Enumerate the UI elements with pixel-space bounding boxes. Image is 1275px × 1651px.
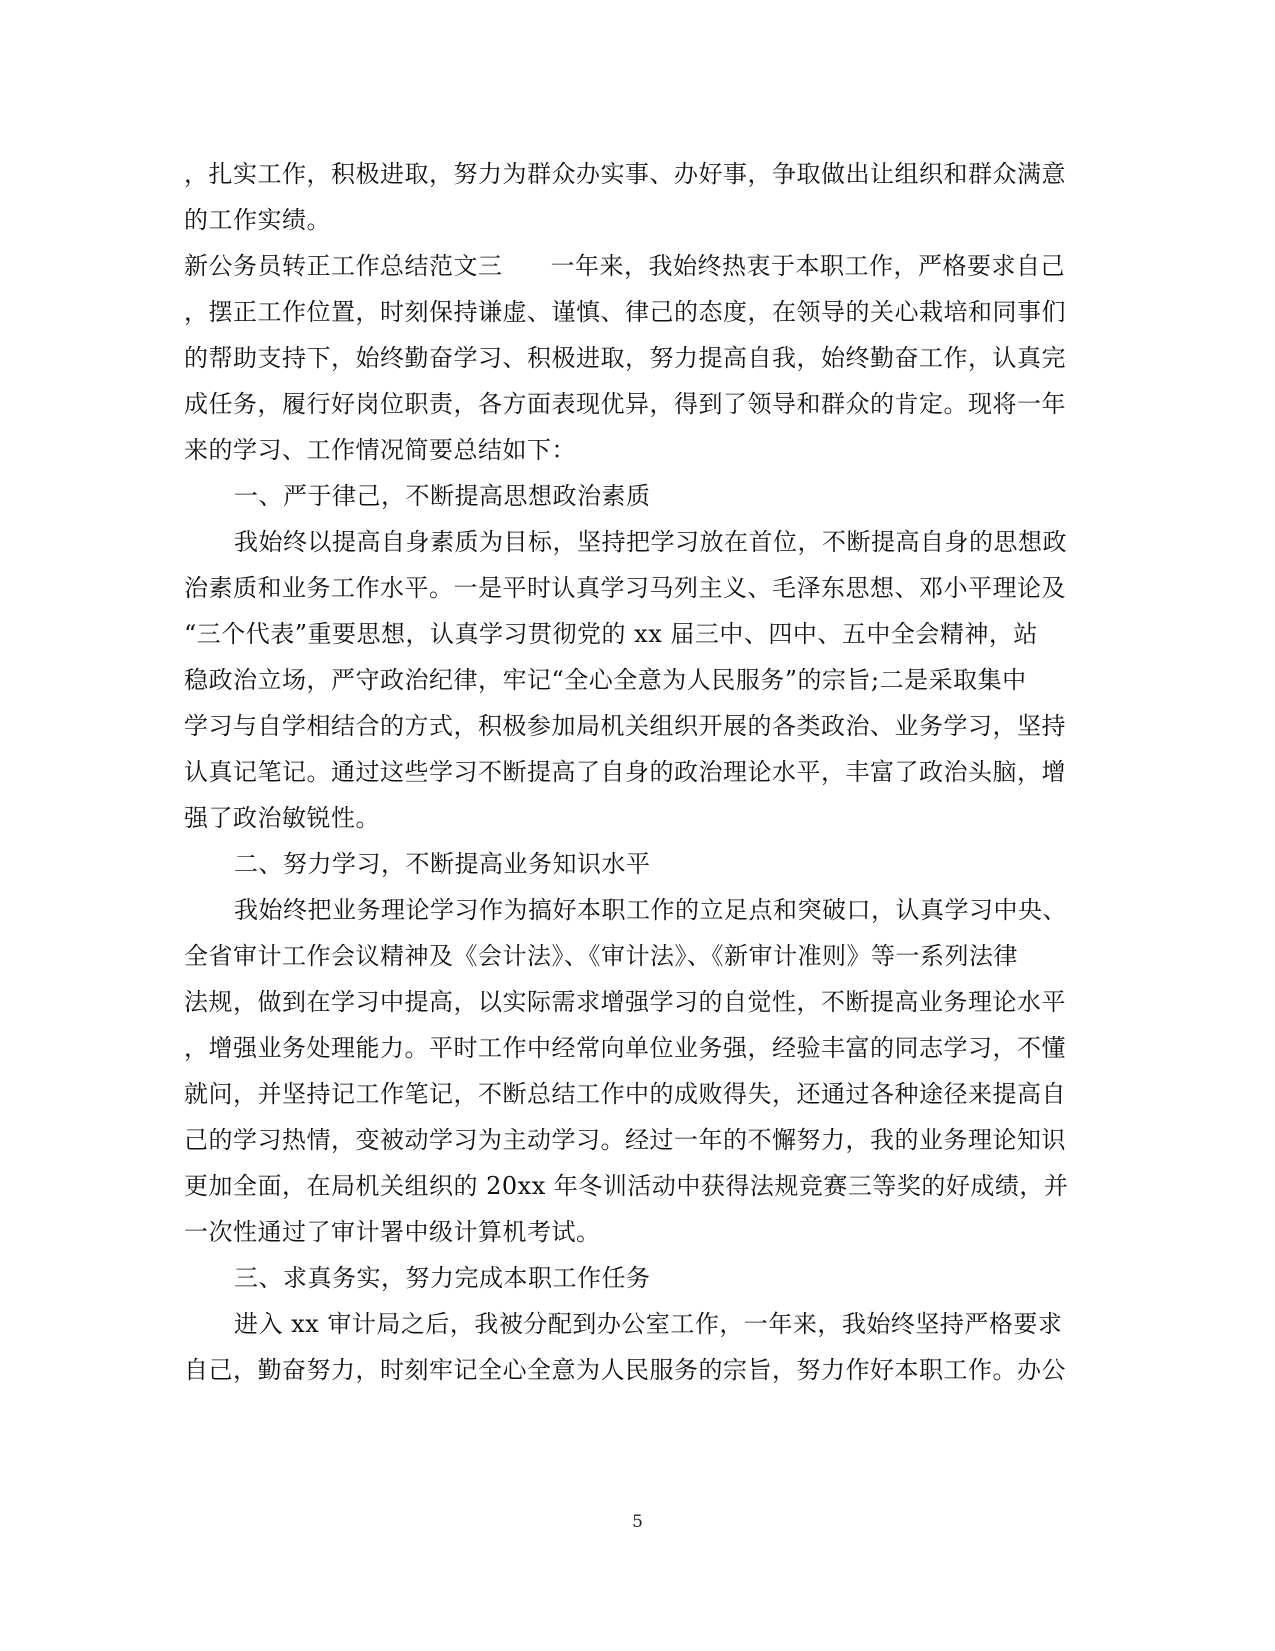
section-heading: 二、努力学习，不断提高业务知识水平 xyxy=(234,850,651,878)
text-line: 自己，勤奋努力，时刻牢记全心全意为人民服务的宗旨，努力作好本职工作。办公 xyxy=(184,1356,1066,1384)
text-line: 学习与自学相结合的方式，积极参加局机关组织开展的各类政治、业务学习，坚持 xyxy=(184,712,1066,740)
text-line: 的工作实绩。 xyxy=(184,206,331,234)
text-line: 全省审计工作会议精神及《会计法》、《审计法》、《新审计准则》等一系列法律 xyxy=(184,942,1018,970)
text-line: 来的学习、工作情况简要总结如下： xyxy=(184,436,576,464)
text-line: ，增强业务处理能力。平时工作中经常向单位业务强，经验丰富的同志学习，不懂 xyxy=(184,1034,1066,1062)
section-title-line xyxy=(184,250,1084,282)
text-line: 一次性通过了审计署中级计算机考试。 xyxy=(184,1218,601,1246)
text-line: 一年来，我始终热衷于本职工作，严格要求自己 xyxy=(550,252,1065,280)
section-heading: 一、严于律己，不断提高思想政治素质 xyxy=(234,482,651,510)
document-title: 新公务员转正工作总结范文三 xyxy=(184,252,503,280)
text-line: 稳政治立场，严守政治纪律，牢记“全心全意为人民服务”的宗旨;二是采取集中 xyxy=(184,666,1027,694)
section-heading: 三、求真务实，努力完成本职工作任务 xyxy=(234,1264,651,1292)
text-line: 己的学习热情，变被动学习为主动学习。经过一年的不懈努力，我的业务理论知识 xyxy=(184,1126,1066,1154)
text-line: 的帮助支持下，始终勤奋学习、积极进取，努力提高自我，始终勤奋工作，认真完 xyxy=(184,344,1066,372)
text-line: 成任务，履行好岗位职责，各方面表现优异，得到了领导和群众的肯定。现将一年 xyxy=(184,390,1066,418)
text-line: 强了政治敏锐性。 xyxy=(184,804,380,832)
text-line: 就问，并坚持记工作笔记，不断总结工作中的成败得失，还通过各种途径来提高自 xyxy=(184,1080,1066,1108)
page-number: 5 xyxy=(632,1512,643,1532)
text-line: “三个代表”重要思想，认真学习贯彻党的 xx 届三中、四中、五中全会精神，站 xyxy=(184,620,1038,648)
text-line: ，摆正工作位置，时刻保持谦虚、谨慎、律己的态度，在领导的关心栽培和同事们 xyxy=(184,298,1066,326)
text-line: 更加全面，在局机关组织的 20xx 年冬训活动中获得法规竞赛三等奖的好成绩，并 xyxy=(184,1172,1069,1200)
text-line: 法规，做到在学习中提高，以实际需求增强学习的自觉性，不断提高业务理论水平 xyxy=(184,988,1066,1016)
text-line: 进入 xx 审计局之后，我被分配到办公室工作，一年来，我始终坚持严格要求 xyxy=(234,1310,1063,1338)
text-line: 认真记笔记。通过这些学习不断提高了自身的政治理论水平，丰富了政治头脑，增 xyxy=(184,758,1066,786)
text-line: 我始终把业务理论学习作为搞好本职工作的立足点和突破口，认真学习中央、 xyxy=(234,896,1067,924)
text-line: ，扎实工作，积极进取，努力为群众办实事、办好事，争取做出让组织和群众满意 xyxy=(184,160,1066,188)
text-line: 我始终以提高自身素质为目标，坚持把学习放在首位，不断提高自身的思想政 xyxy=(234,528,1067,556)
text-line: 治素质和业务工作水平。一是平时认真学习马列主义、毛泽东思想、邓小平理论及 xyxy=(184,574,1066,602)
